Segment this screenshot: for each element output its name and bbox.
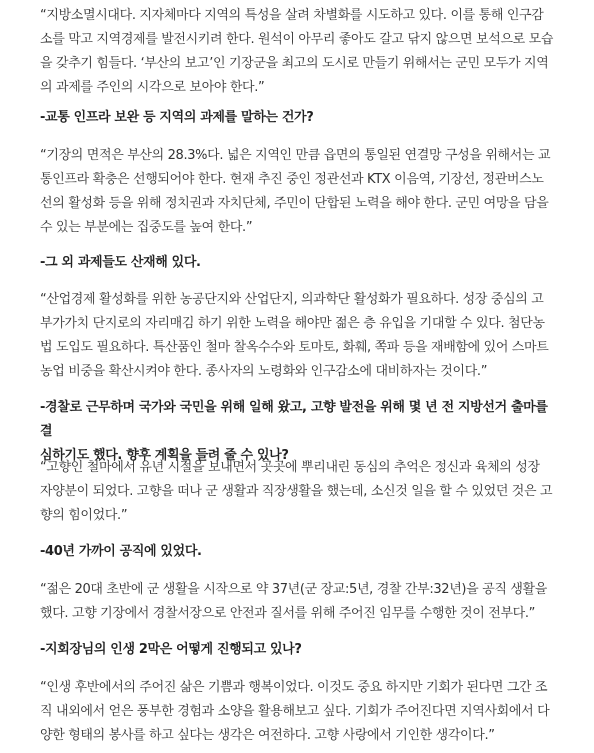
answer-paragraph xyxy=(40,676,558,748)
answer-text: “기장의 면적은 부산의 28.3%다. 넓은 지역인 만큼 읍면의 통일된 연결망 구성을 위해서는 교 통인프라 확충은 선행되어야 한다. 현재 추진 중인 정관선과 KTX 이음역, 기장선, 정관버스노 선의 활성화 등을 위해 정치권과 자치단체, 주민이 단합된 노력을 해야 한다. 군민 여망을 담을 수 있는 부분에는 집중도를 높여 한다.” xyxy=(40,148,551,235)
answer-paragraph xyxy=(40,4,558,100)
question-heading xyxy=(40,638,558,662)
answer-paragraph xyxy=(40,288,558,384)
answer-text: “산업경제 활성화를 위한 농공단지와 산업단지, 의과학단 활성화가 필요하다. 성장 중심의 고 부가가치 단지로의 자리매김 하기 위한 노력을 해야만 젊은 층 유입을 기대할 수 있다. 첨단농 법 도입도 필요하다. 특산품인 철마 찰옥수수와 토마토, 화훼, 쪽파 등을 재배함에 있어 스마트 농업 비중을 확산시켜야 한다. 종사자의 노령화와 인구감소에 대비하자는 것이다.” xyxy=(40,292,549,379)
answer-text: “지방소멸시대다. 지자체마다 지역의 특성을 살려 차별화를 시도하고 있다. 이를 통해 인구감 소를 막고 지역경제를 발전시키려 한다. 원석이 아무리 좋아도 갈고 닦지 않으면 보석으로 모습 을 갖추기 힘들다. ‘부산의 보고’인 기장군을 최고의 도시로 만들기 위해서는 군민 모두가 지역 의 과제를 주인의 시각으로 보아야 한다.” xyxy=(40,8,554,95)
answer-paragraph xyxy=(40,456,558,528)
answer-text: “고향인 철마에서 유년 시절을 보내면서 곳곳에 뿌리내린 동심의 추억은 정신과 육체의 성장 자양분이 되었다. 고향을 떠나 군 생활과 직장생활을 했는데, 소신것 일을 할 수 있었던 것은 고 향의 힘이었다.” xyxy=(40,460,553,523)
question-heading xyxy=(40,540,558,564)
answer-text: “인생 후반에서의 주어진 삶은 기쁨과 행복이었다. 이것도 중요 하지만 기회가 된다면 그간 조 직 내외에서 얻은 풍부한 경험과 소양을 활용해보고 싶다. 기회가 주어진다면 지역사회에서 다 양한 형태의 봉사를 하고 싶다는 생각은 여전하다. 고향 사랑에서 기인한 생각이다.” xyxy=(40,680,550,743)
question-text: -그 외 과제들도 산재해 있다. xyxy=(40,255,201,270)
question-text: -교통 인프라 보완 등 지역의 과제를 말하는 건가? xyxy=(40,110,314,125)
question-text: -경찰로 근무하며 국가와 국민을 위해 일해 왔고, 고향 발전을 위해 몇 년 전 지방선거 출마를 결 심하기도 했다. 향후 계획을 들려 줄 수 있나? xyxy=(40,400,548,463)
answer-text: “젊은 20대 초반에 군 생활을 시작으로 약 37년(군 장교:5년, 경찰 간부:32년)을 공직 생활을 했다. 고향 기장에서 경찰서장으로 안전과 질서를 위해 주어진 임무를 수행한 것이 전부다.” xyxy=(40,582,547,621)
question-text: -지회장님의 인생 2막은 어떻게 진행되고 있나? xyxy=(40,642,302,657)
answer-paragraph xyxy=(40,578,558,626)
question-text: -40년 가까이 공직에 있었다. xyxy=(40,544,202,559)
question-heading xyxy=(40,106,558,130)
question-heading xyxy=(40,251,558,275)
answer-paragraph xyxy=(40,144,558,240)
